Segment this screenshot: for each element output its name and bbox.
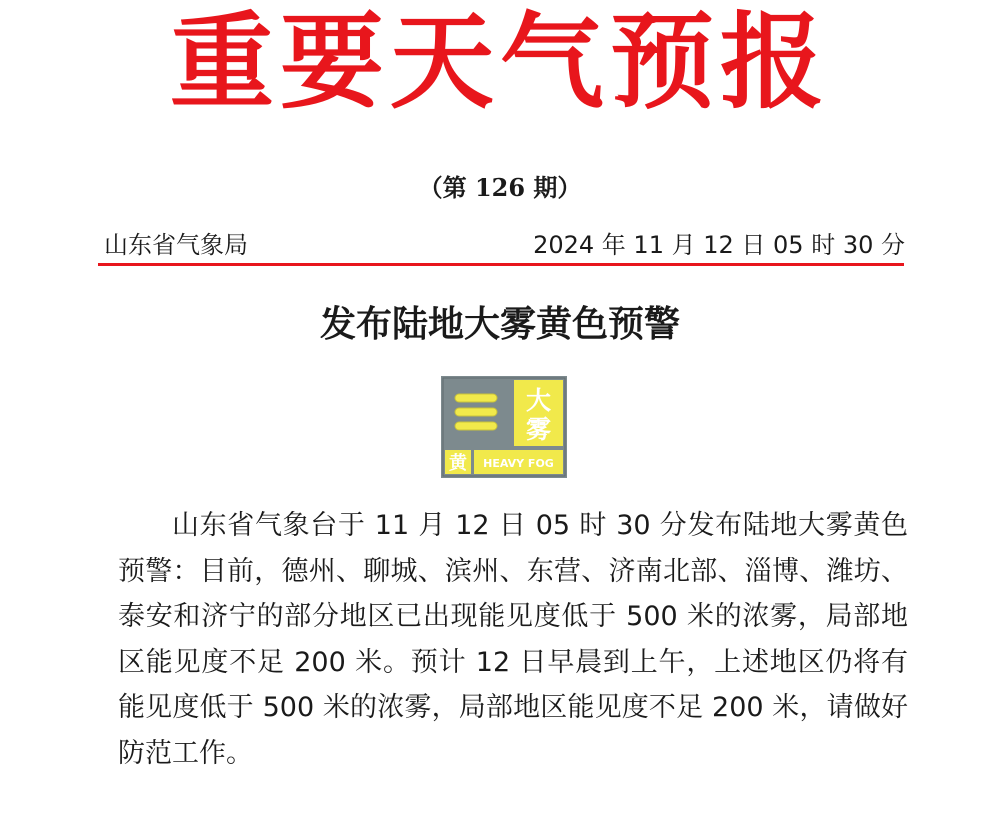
fog-bar-1 — [455, 394, 497, 402]
issue-number: （第 126 期） — [418, 173, 582, 202]
bulletin-body — [118, 503, 908, 776]
red-divider — [98, 263, 904, 266]
heavy-fog-yellow-warning-icon — [441, 376, 567, 478]
glyph-bottom: 雾 — [525, 415, 552, 444]
issue-datetime: 2024 年 11 月 12 日 05 时 30 分 — [533, 231, 905, 259]
fog-bar-3 — [455, 422, 497, 430]
bulletin-headline: 发布陆地大雾黄色预警 — [319, 303, 680, 345]
issuer-row — [100, 225, 905, 257]
body-paragraph: 山东省气象台于 11 月 12 日 05 时 30 分发布陆地大雾黄色预警：目前，德州、聊城、滨州、东营、济南北部、淄博、潍坊、泰安和济宁的部分地区已出现能见度低于 500 米的浓雾，局部地区能见度不足 200 米。预计 12 日早晨到上午，上述地区仍将有能见度低于 500 米的浓雾，局部地区能见度不足 200 米，请做好防范工作。 — [118, 510, 908, 769]
glyph-top: 大 — [525, 386, 552, 415]
level-glyph: 黄 — [449, 453, 467, 474]
fog-bar-2 — [455, 408, 497, 416]
english-label: HEAVY FOG — [483, 457, 554, 470]
watermark-patch — [862, 738, 922, 778]
issuer-name: 山东省气象局 — [104, 231, 248, 259]
masthead-title: 重要天气预报 — [169, 0, 830, 123]
